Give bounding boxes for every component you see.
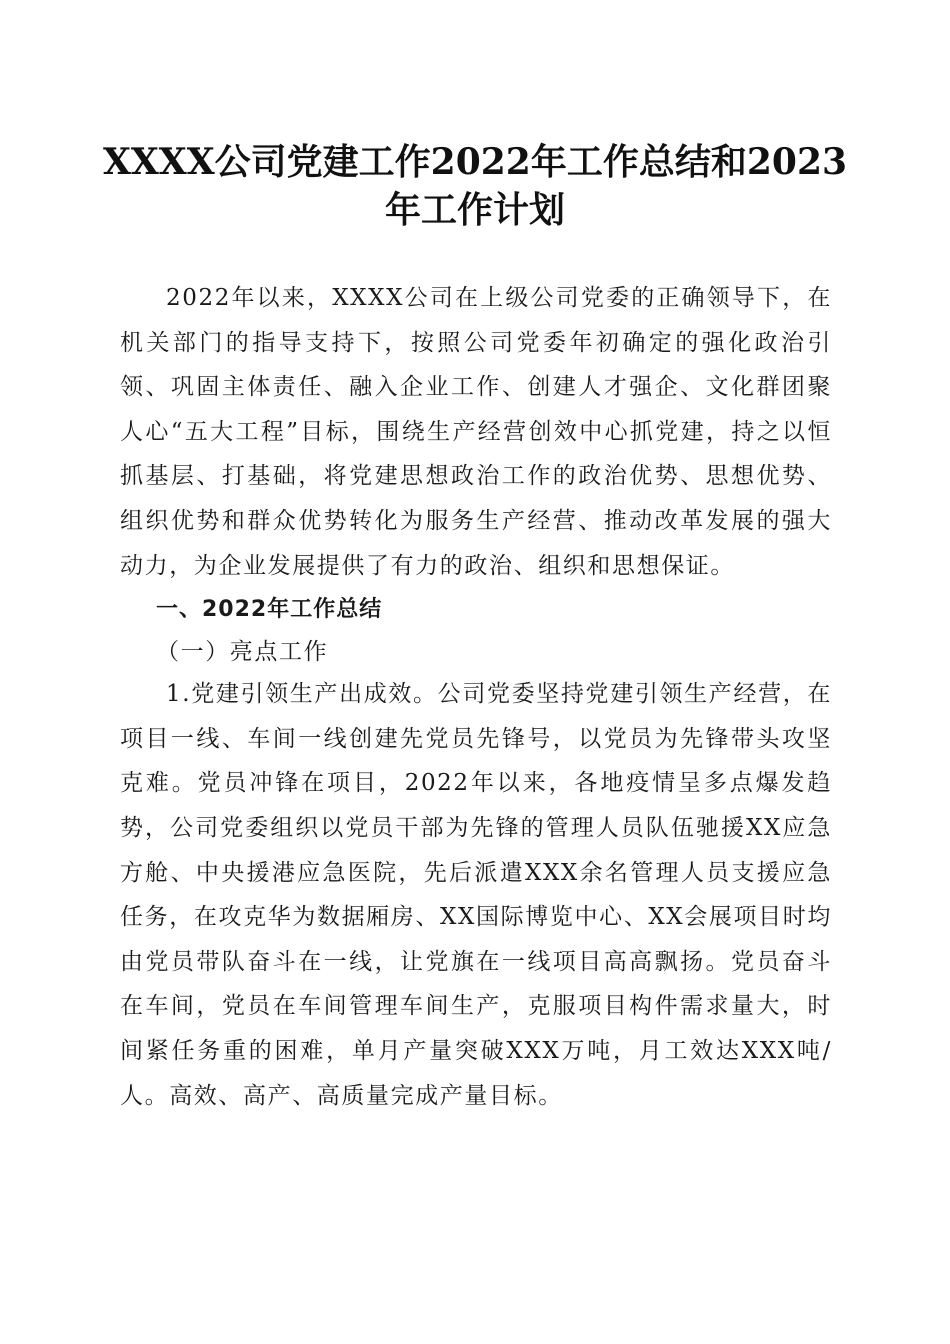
- document-title: XXXX公司党建工作2022年工作总结和2023年工作计划: [102, 141, 848, 231]
- subsection-heading: （一）亮点工作: [156, 639, 329, 666]
- section-heading: 一、2022年工作总结: [156, 597, 383, 623]
- document-body: [120, 276, 832, 1118]
- intro-paragraph: 2022年以来，XXXX公司在上级公司党委的正确领导下，在机关部门的指导支持下，按照公司党委年初确定的强化政治引领、巩固主体责任、融入企业工作、创建人才强企、文化群团聚人心“五大工程”目标，围绕生产经营创效中心抓党建，持之以恒抓基层、打基础，将党建思想政治工作的政治优势、思想优势、组织优势和群众优势转化为服务生产经营、推动改革发展的强大动力，为企业发展提供了有力的政治、组织和思想保证。: [120, 285, 832, 579]
- item-paragraph: 1.党建引领生产出成效。公司党委坚持党建引领生产经营，在项目一线、车间一线创建先党员先锋号，以党员为先锋带头攻坚克难。党员冲锋在项目，2022年以来，各地疫情呈多点爆发趋势，公司党委组织以党员干部为先锋的管理人员队伍驰援XX应急方舱、中央援港应急医院，先后派遣XXX余名管理人员支援应急任务，在攻克华为数据厢房、XX国际博览中心、XX会展项目时均由党员带队奋斗在一线，让党旗在一线项目高高飘扬。党员奋斗在车间，党员在车间管理车间生产，克服项目构件需求量大，时间紧任务重的困难，单月产量突破XXX万吨，月工效达XXX吨/人。高效、高产、高质量完成产量目标。: [120, 681, 832, 1109]
